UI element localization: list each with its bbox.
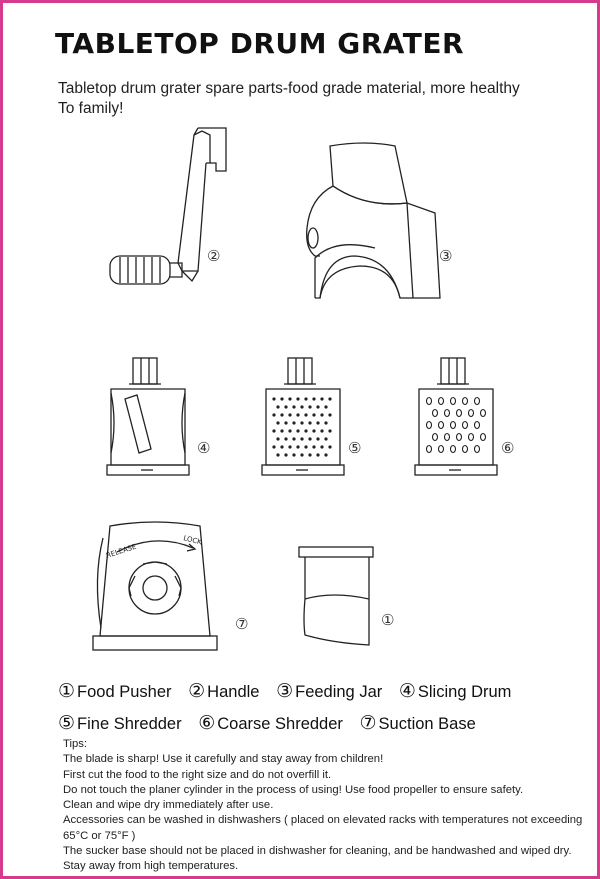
food-pusher-illustration bbox=[293, 541, 383, 651]
tips-section bbox=[63, 737, 588, 875]
feeding-jar-illustration bbox=[295, 138, 445, 308]
tips-heading: Tips: bbox=[63, 738, 88, 750]
page-subtitle bbox=[58, 79, 558, 119]
parts-legend bbox=[58, 676, 578, 740]
feeding-jar-number: ③ bbox=[439, 247, 453, 265]
food-pusher-number: ① bbox=[381, 611, 395, 629]
legend-item-feeding-jar: ③ Feeding Jar bbox=[276, 680, 383, 702]
tip-line: The blade is sharp! Use it carefully and stay away from children! bbox=[63, 753, 384, 766]
tip-line: The sucker base should not be placed in dishwasher for cleaning, and be handwashed and wiped dry. bbox=[63, 845, 572, 858]
slicing-drum-number: ④ bbox=[197, 439, 211, 457]
legend-item-slicing-drum: ④ Slicing Drum bbox=[398, 680, 512, 702]
legend-item-suction-base: ⑦ Suction Base bbox=[359, 712, 476, 734]
legend-row-1 bbox=[58, 676, 578, 708]
legend-item-coarse-shredder: ⑥ Coarse Shredder bbox=[198, 712, 343, 734]
tip-line: Stay away from high temperatures. bbox=[63, 860, 239, 873]
suction-base-illustration bbox=[85, 518, 225, 658]
page-title: TABLETOP DRUM GRATER bbox=[55, 27, 465, 60]
legend-item-fine-shredder: ⑤ Fine Shredder bbox=[58, 712, 182, 734]
fine-shredder-number: ⑤ bbox=[348, 439, 362, 457]
handle-illustration bbox=[98, 123, 238, 293]
subtitle-line-2: To family! bbox=[58, 100, 124, 117]
coarse-shredder-number: ⑥ bbox=[501, 439, 515, 457]
coarse-shredder-illustration bbox=[411, 353, 501, 478]
legend-item-handle: ② Handle bbox=[188, 680, 260, 702]
base-lock-label: LOCK bbox=[182, 534, 203, 547]
tip-line: First cut the food to the right size and do not overfill it. bbox=[63, 768, 332, 781]
fine-shredder-illustration bbox=[258, 353, 348, 478]
slicing-drum-illustration bbox=[103, 353, 193, 478]
suction-base-number: ⑦ bbox=[235, 615, 249, 633]
handle-number: ② bbox=[207, 247, 221, 265]
legend-row-2 bbox=[58, 708, 578, 740]
tip-line: Accessories can be washed in dishwashers ( placed on elevated racks with temperatures not exceeding 65°C or 75°F ) bbox=[63, 814, 583, 842]
tip-line: Do not touch the planer cylinder in the process of using! Use food propeller to ensure safety. bbox=[63, 783, 524, 796]
legend-item-food-pusher: ① Food Pusher bbox=[58, 680, 172, 702]
base-release-label: RELEASE bbox=[105, 542, 138, 560]
subtitle-line-1: Tabletop drum grater spare parts-food grade material, more healthy bbox=[58, 80, 520, 97]
tip-line: Clean and wipe dry immediately after use. bbox=[63, 799, 274, 812]
